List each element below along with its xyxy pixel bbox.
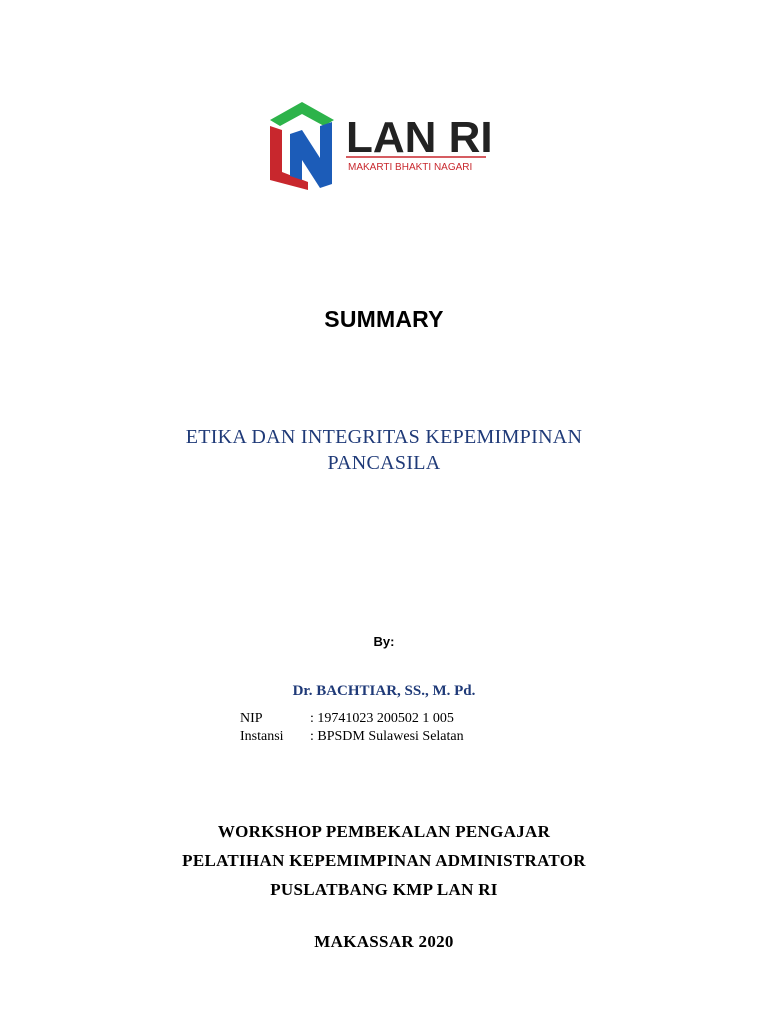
instansi-row xyxy=(240,728,464,746)
document-subtitle xyxy=(0,424,768,476)
footer-workshop: WORKSHOP PEMBEKALAN PENGAJAR xyxy=(217,822,551,841)
logo-roof-shape xyxy=(270,102,334,126)
lan-ri-logo-graphic xyxy=(268,100,498,192)
nip-label: NIP xyxy=(240,711,263,726)
logo-wordmark: LAN RI xyxy=(346,113,493,162)
subtitle-line-1: ETIKA DAN INTEGRITAS KEPEMIMPINAN xyxy=(185,426,583,448)
logo-tagline: MAKARTI BHAKTI NAGARI xyxy=(348,162,473,173)
document-title: SUMMARY xyxy=(324,306,444,332)
lan-ri-logo xyxy=(268,100,498,192)
nip-value: : 19741023 200502 1 005 xyxy=(310,711,454,726)
instansi-value: : BPSDM Sulawesi Selatan xyxy=(310,729,464,744)
nip-row xyxy=(240,710,464,728)
subtitle-line-2: PANCASILA xyxy=(327,452,441,474)
author-name: Dr. BACHTIAR, SS., M. Pd. xyxy=(292,683,476,699)
author-info xyxy=(240,710,464,746)
by-label: By: xyxy=(373,634,395,649)
footer-training: PELATIHAN KEPEMIMPINAN ADMINISTRATOR xyxy=(182,851,586,870)
footer-place-year: MAKASSAR 2020 xyxy=(314,932,454,951)
footer-institution: PUSLATBANG KMP LAN RI xyxy=(270,880,498,899)
instansi-label: Instansi xyxy=(240,729,284,744)
